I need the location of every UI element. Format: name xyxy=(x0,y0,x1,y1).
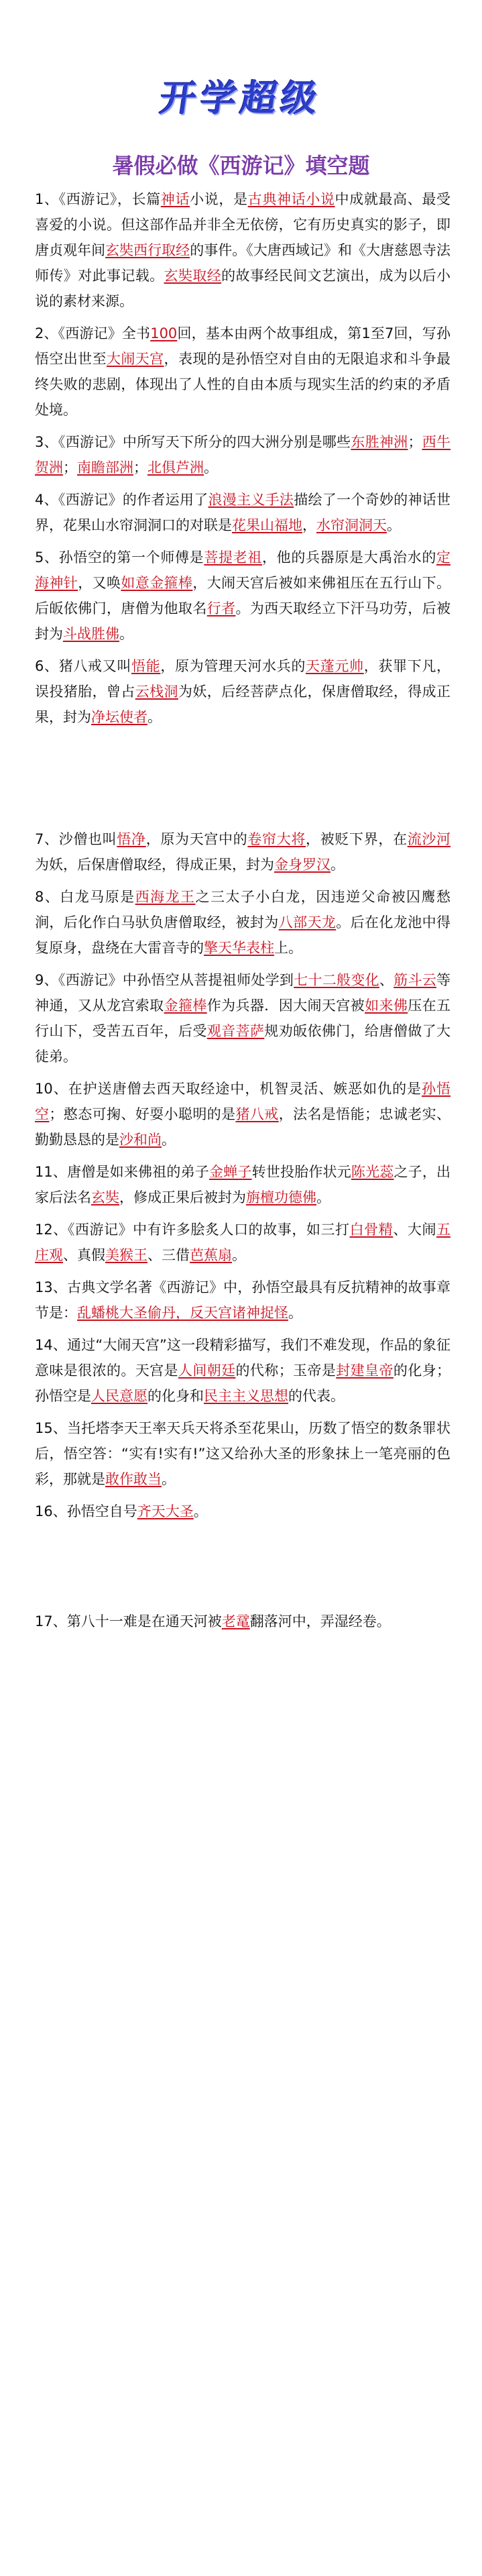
question-5 xyxy=(35,545,450,647)
answer-blank: 斗战胜佛 xyxy=(63,626,119,642)
question-text: ，获罪下凡，误投猪胎，曾占 xyxy=(35,658,451,700)
question-text: 。为西天取经立下汗马功劳，后被封为 xyxy=(35,600,451,642)
answer-blank: 老鼋 xyxy=(221,1613,250,1629)
question-text: 。 xyxy=(147,709,162,725)
question-14 xyxy=(35,1332,450,1409)
answer-blank: 行者 xyxy=(206,600,236,616)
question-text: ，原为管理天河水兵的 xyxy=(160,658,306,674)
question-text: ，他的兵器原是大禹治水的 xyxy=(262,549,436,566)
question-text: 14、通过“大闹天宫”这一段精彩描写，我们不难发现，作品的象征意味是很浓的。天宫是 xyxy=(35,1337,450,1379)
answer-blank: 乱蟠桃大圣偷丹，反天宫诸神捉怪 xyxy=(77,1305,288,1321)
question-text: 1、《西游记》，长篇 xyxy=(35,191,161,207)
answer-blank: 南瞻部洲 xyxy=(77,460,133,476)
question-12 xyxy=(35,1217,450,1268)
question-text: 的事件。《大唐西域记》和《大唐慈恩寺法师传》对此事记载。 xyxy=(35,242,451,284)
answer-blank: 西海龙王 xyxy=(135,889,196,905)
question-text: ，又唤 xyxy=(78,575,121,591)
answer-blank: 浪漫主义手法 xyxy=(208,492,294,508)
answer-blank: 天蓬元帅 xyxy=(306,658,364,674)
question-text: 。 xyxy=(232,1247,246,1263)
answer-blank: 民主主义思想 xyxy=(204,1388,288,1404)
answer-blank: 陈光蕊 xyxy=(351,1164,394,1180)
question-text: 6、猪八戒又叫 xyxy=(35,658,132,674)
answer-blank: 玄奘 xyxy=(91,1189,119,1205)
blank-gap xyxy=(35,737,450,826)
question-text: 中成就最高、最受喜爱的小说。但这部作品并非全无依傍，它有历史真实的影子，即唐贞观年间 xyxy=(35,191,451,258)
question-text: ， xyxy=(302,517,316,533)
question-9 xyxy=(35,967,450,1069)
blank-gap xyxy=(35,1531,450,1609)
question-text: ，大闹天宫后被如来佛祖压在五行山下。后皈依佛门，唐僧为他取名 xyxy=(35,575,451,616)
answer-blank: 金蝉子 xyxy=(208,1164,252,1180)
answer-blank: 菩提老祖 xyxy=(204,549,263,566)
question-text: 、大闹 xyxy=(393,1222,437,1238)
question-text: 。 xyxy=(119,626,133,642)
answer-blank: 100 xyxy=(150,325,178,341)
question-text: 。 xyxy=(162,1471,176,1487)
question-text: ； xyxy=(63,460,77,476)
question-text: 。 xyxy=(316,1189,330,1205)
question-2 xyxy=(35,321,450,423)
answer-blank: 云栈洞 xyxy=(135,684,178,700)
question-1 xyxy=(35,186,450,314)
answer-blank: 金箍棒 xyxy=(164,998,207,1014)
answer-blank: 齐天大圣 xyxy=(137,1503,194,1519)
answer-blank: 北俱芦洲 xyxy=(147,460,204,476)
question-text: 描绘了一个奇妙的神话世界，花果山水帘洞洞口的对联是 xyxy=(35,492,451,533)
question-text: 3、《西游记》中所写天下所分的四大洲分别是哪些 xyxy=(35,434,351,450)
question-text: 等神通，又从龙宫索取 xyxy=(35,972,451,1014)
question-8 xyxy=(35,884,450,961)
answer-blank: 敢作敢当 xyxy=(105,1471,162,1487)
answer-blank: 古典神话小说 xyxy=(247,191,335,207)
question-text: 转世投胎作状元 xyxy=(251,1164,351,1180)
question-list xyxy=(35,186,450,1641)
answer-blank: 美猴王 xyxy=(105,1247,147,1263)
answer-blank: 如意金箍棒 xyxy=(121,575,193,591)
question-text: 。 xyxy=(162,1132,176,1148)
answer-blank: 净坛使者 xyxy=(91,709,147,725)
question-text: 的代表。 xyxy=(288,1388,345,1404)
question-text: 11、唐僧是如来佛祖的弟子 xyxy=(35,1164,209,1180)
question-13 xyxy=(35,1275,450,1326)
question-text: 12、《西游记》中有许多脍炙人口的故事，如三打 xyxy=(35,1222,350,1238)
question-7 xyxy=(35,826,450,877)
answer-blank: 封建皇帝 xyxy=(336,1362,394,1379)
question-text: 的故事经民间文艺演出，成为以后小说的素材来源。 xyxy=(35,268,451,309)
answer-blank: 定海神针 xyxy=(35,549,450,591)
answer-blank: 观音菩萨 xyxy=(206,1023,265,1039)
question-text: ，法名是悟能；忠诚老实、勤勤恳恳的是 xyxy=(35,1106,451,1148)
question-3 xyxy=(35,429,450,480)
answer-blank: 沙和尚 xyxy=(119,1132,162,1148)
question-15 xyxy=(35,1415,450,1492)
question-text: 8、白龙马原是 xyxy=(35,889,135,905)
answer-blank: 如来佛 xyxy=(365,998,408,1014)
question-16 xyxy=(35,1499,450,1524)
answer-blank: 花果山福地 xyxy=(232,517,302,533)
answer-blank: 悟能 xyxy=(131,658,161,674)
answer-blank: 孙悟空 xyxy=(35,1081,450,1122)
answer-blank: 猪八戒 xyxy=(235,1106,279,1122)
question-text: 10、在护送唐僧去西天取经途中，机智灵活、嫉恶如仇的是 xyxy=(35,1081,422,1097)
question-text: 之三太子小白龙，因违逆父命被囚鹰愁涧，后化作白马驮负唐僧取经，被封为 xyxy=(35,889,450,930)
answer-blank: 人间朝廷 xyxy=(178,1362,236,1379)
question-11 xyxy=(35,1159,450,1210)
question-text: 9、《西游记》中孙悟空从菩提祖师处学到 xyxy=(35,972,294,988)
question-text: 之子，出家后法名 xyxy=(35,1164,451,1205)
question-text: 15、当托塔李天王率天兵天将杀至花果山，历数了悟空的数条罪状后，悟空答：“实有!实有!”这又给孙大圣的形象抹上一笔亮丽的色彩，那就是 xyxy=(35,1420,450,1487)
answer-blank: 玄奘西行取经 xyxy=(105,242,190,258)
answer-blank: 擎天华表柱 xyxy=(204,940,274,956)
answer-blank: 人民意愿 xyxy=(91,1388,147,1404)
question-10 xyxy=(35,1076,450,1152)
answer-blank: 芭蕉扇 xyxy=(190,1247,232,1263)
question-4 xyxy=(35,487,450,538)
question-text: 小说，是 xyxy=(190,191,248,207)
question-text: 为妖，后经菩萨点化，保唐僧取经，得成正果，封为 xyxy=(35,684,451,725)
question-6 xyxy=(35,653,450,730)
answer-blank: 西牛贺洲 xyxy=(35,434,451,476)
answer-blank: 筋斗云 xyxy=(394,972,437,988)
question-text: 翻落河中，弄湿经卷。 xyxy=(249,1613,391,1629)
question-text: ；憨态可掬、好耍小聪明的是 xyxy=(49,1106,236,1122)
question-text: 13、古典文学名著《西游记》中，孙悟空最具有反抗精神的故事章节是： xyxy=(35,1279,450,1321)
question-text: 16、孙悟空自号 xyxy=(35,1503,137,1519)
question-text: ； xyxy=(133,460,147,476)
page-title: 暑假必做《西游记》填空题 xyxy=(112,153,370,178)
question-text: 4、《西游记》的作者运用了 xyxy=(35,492,208,508)
answer-blank: 五庄观 xyxy=(35,1222,451,1263)
answer-blank: 七十二般变化 xyxy=(294,972,379,988)
question-text: ，修成正果后被封为 xyxy=(119,1189,246,1205)
question-text: 。 xyxy=(288,1305,302,1321)
answer-blank: 玄奘取经 xyxy=(164,268,222,284)
logo-title: 开学超级 xyxy=(157,77,324,119)
question-text: 规劝皈依佛门，给唐僧做了大徒弟。 xyxy=(35,1023,451,1065)
question-17 xyxy=(35,1609,450,1634)
question-text: 2、《西游记》全书 xyxy=(35,325,151,341)
answer-blank: 卷帘大将 xyxy=(247,831,306,847)
question-text: 17、第八十一难是在通天河被 xyxy=(35,1613,222,1629)
question-text: ，原为天宫中的 xyxy=(145,831,248,847)
answer-blank: 东胜神洲 xyxy=(351,434,408,450)
question-text: 回，基本由两个故事组成，第1至7回，写孙悟空出世至 xyxy=(35,325,450,367)
question-text: 上。 xyxy=(274,940,302,956)
answer-blank: 神话 xyxy=(160,191,190,207)
question-text: 、真假 xyxy=(63,1247,105,1263)
question-text: 的化身；孙悟空是 xyxy=(35,1362,451,1404)
answer-blank: 流沙河 xyxy=(407,831,451,847)
question-text: 压在五行山下，受苦五百年，后受 xyxy=(35,998,451,1039)
question-text: 。 xyxy=(204,460,218,476)
answer-blank: 八部天龙 xyxy=(278,914,337,930)
answer-blank: 金身罗汉 xyxy=(274,857,330,873)
answer-blank: 水帘洞洞天 xyxy=(316,517,387,533)
answer-blank: 悟净 xyxy=(117,831,146,847)
question-text: 的化身和 xyxy=(147,1388,204,1404)
question-text: 7、沙僧也叫 xyxy=(35,831,117,847)
question-text: 5、孙悟空的第一个师傅是 xyxy=(35,549,204,566)
question-text: 。后在化龙池中得复原身，盘绕在大雷音寺的 xyxy=(35,914,451,956)
question-text: 的代称；玉帝是 xyxy=(235,1362,337,1379)
answer-blank: 大闹天宫 xyxy=(106,351,164,367)
question-text: 。 xyxy=(330,857,345,873)
question-text: 为妖，后保唐僧取经，得成正果，封为 xyxy=(35,857,274,873)
question-text: ，被贬下界，在 xyxy=(306,831,408,847)
question-text: ，表现的是孙悟空对自由的无限追求和斗争最终失败的悲剧，体现出了人性的自由本质与现实生活的约束的矛盾处境。 xyxy=(35,351,451,418)
answer-blank: 旃檀功德佛 xyxy=(246,1189,316,1205)
question-text: ； xyxy=(408,434,422,450)
answer-blank: 白骨精 xyxy=(349,1222,394,1238)
question-text: 。 xyxy=(387,517,401,533)
question-text: 、三借 xyxy=(147,1247,190,1263)
question-text: 。 xyxy=(193,1503,208,1519)
question-text: 作为兵器．因大闹天宫被 xyxy=(206,998,365,1014)
question-text: 、 xyxy=(379,972,394,988)
